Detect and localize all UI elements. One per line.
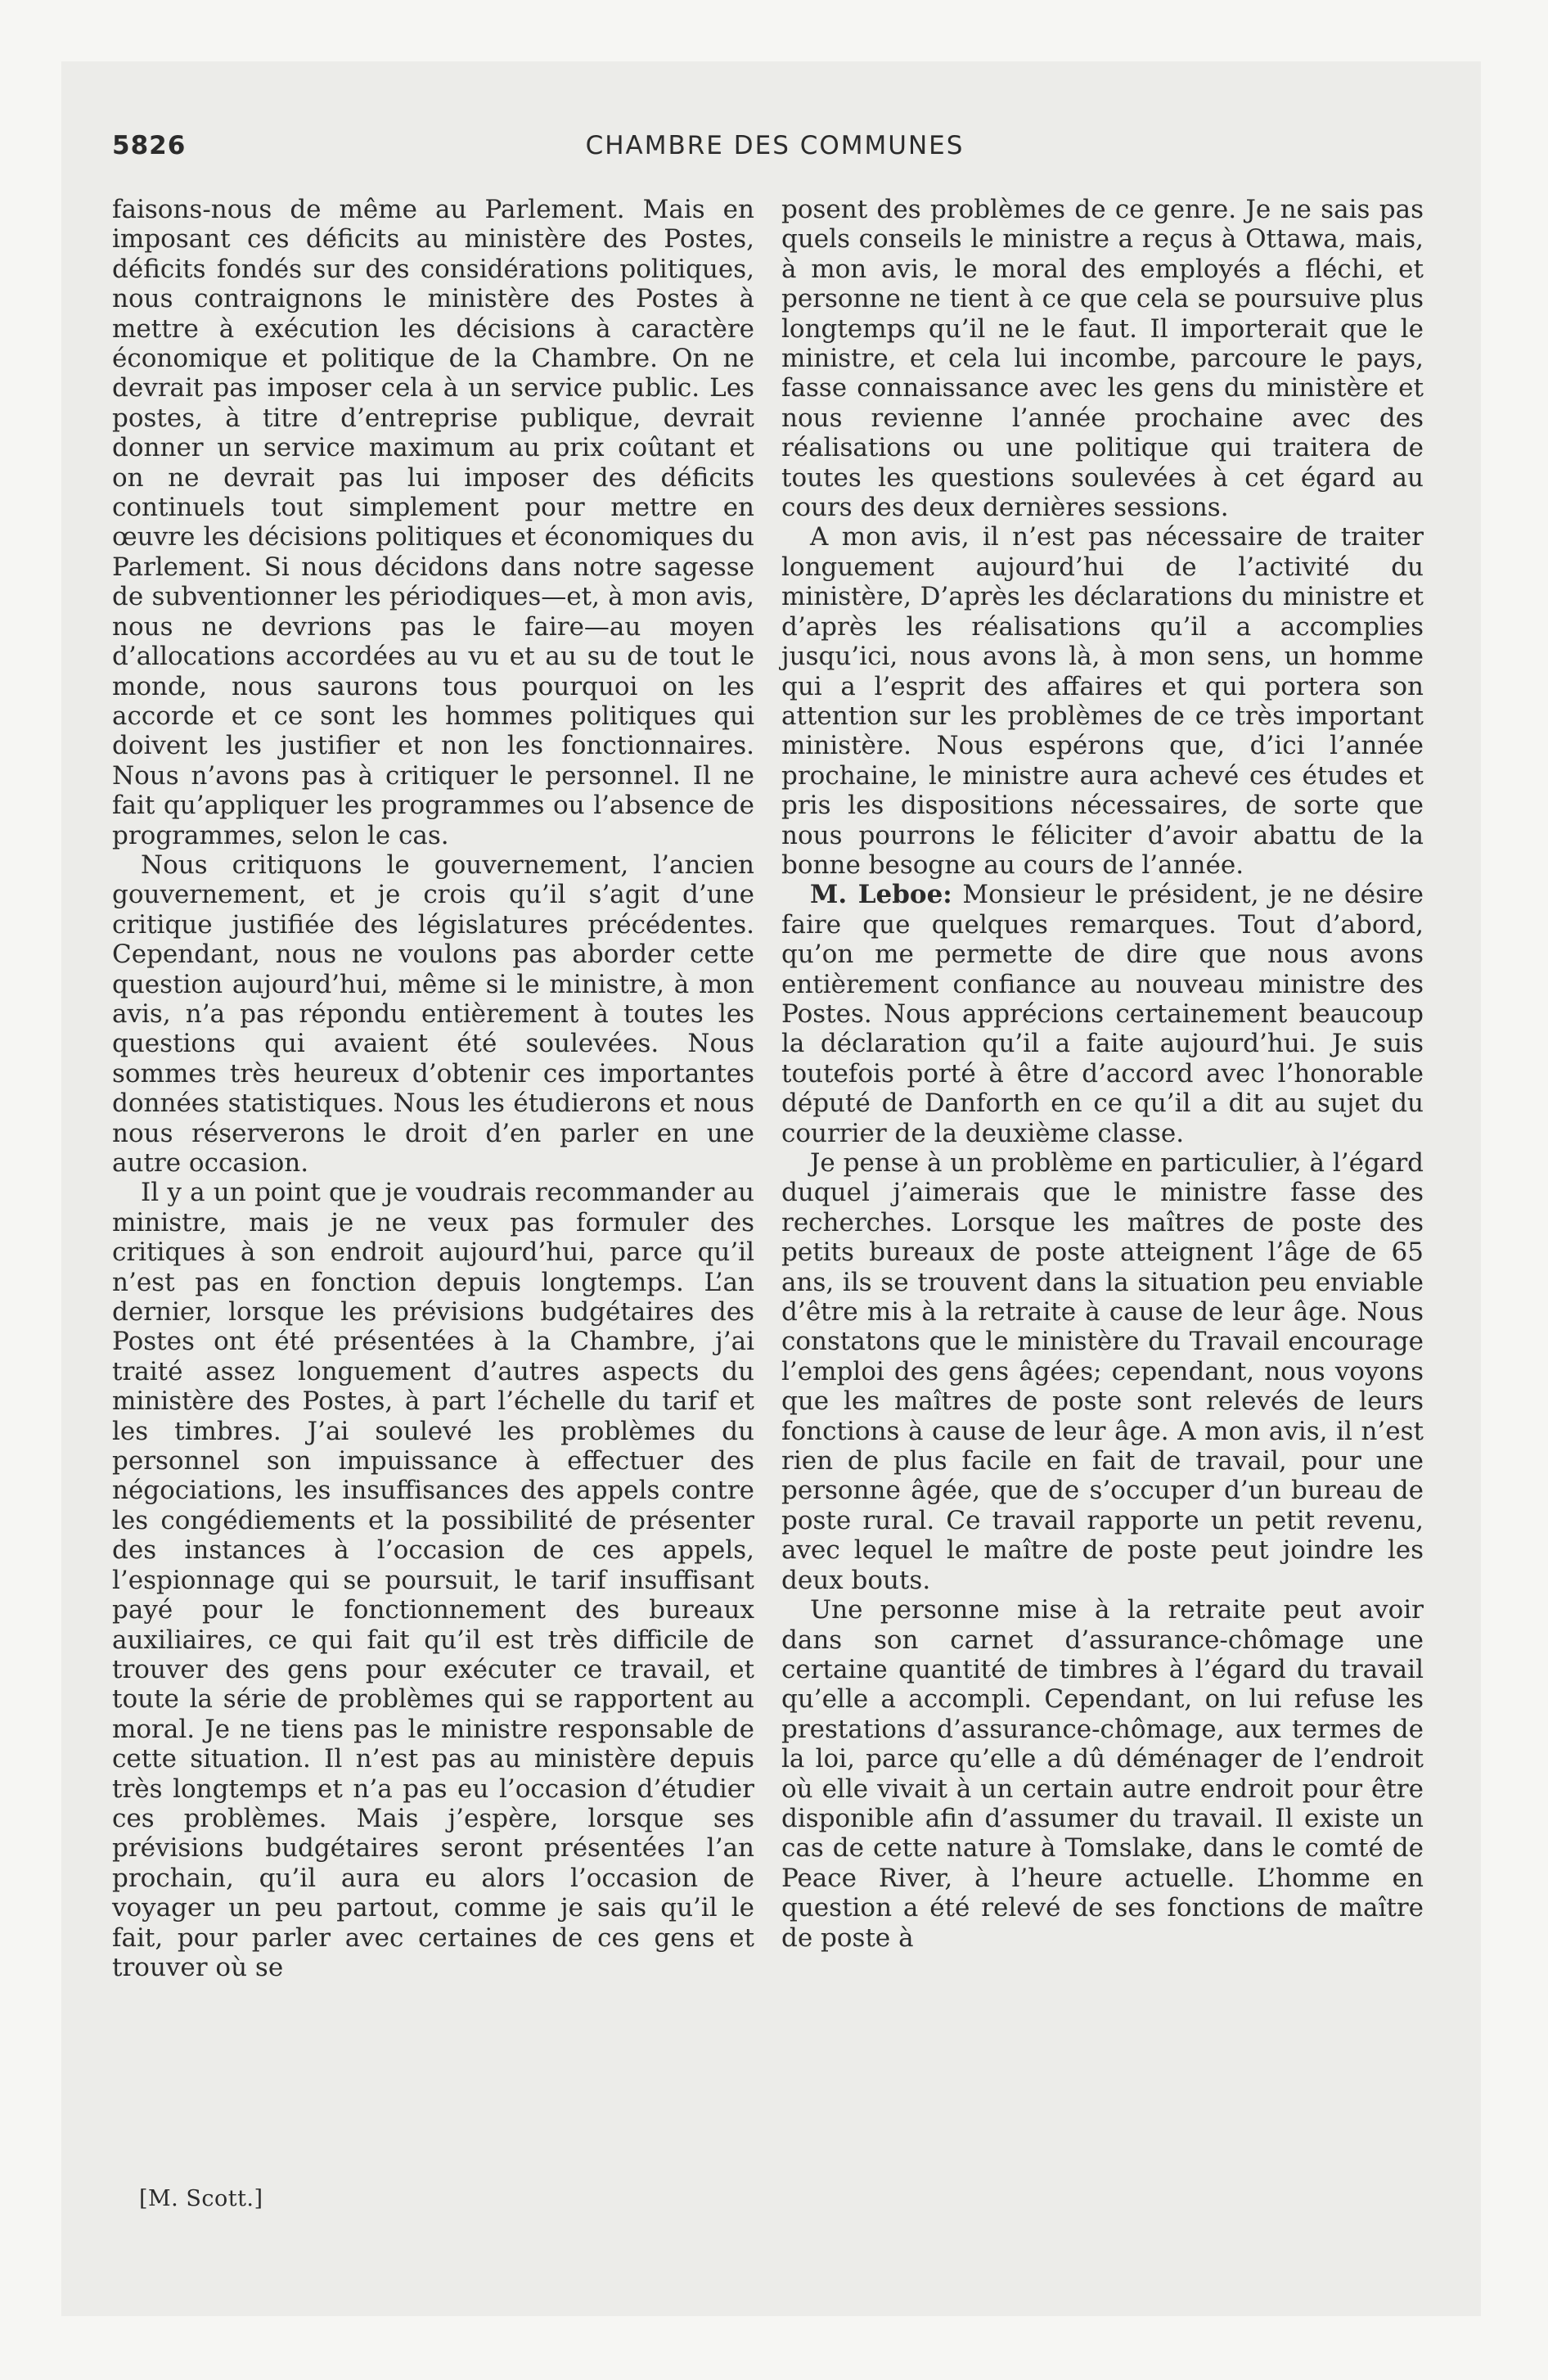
- page-number: 5826: [112, 131, 187, 160]
- running-head: CHAMBRE DES COMMUNES: [585, 131, 965, 160]
- right-column: [781, 195, 1424, 1953]
- page-header: [112, 131, 1438, 169]
- paragraph: Il y a un point que je voudrais recommander au ministre, mais je ne veux pas formuler des critiques à son endroit aujourd’hui, parce qu’il n’est pas en fonction depuis longtemps. L’an dernier, lorsque les prévisions budgétaires des Postes ont été présentées à la Chambre, j’ai traité assez longuement d’autres aspects du ministère des Postes, à part l’échelle du tarif et les timbres. J’ai soulevé les problèmes du personnel son impuissance à effectuer des négociations, les insuffisances des appels contre les congédiements et la possibilité de présenter des instances à l’occasion de ces appels, l’espionnage qui se poursuit, le tarif insuffisant payé pour le fonctionnement des bureaux auxiliaires, ce qui fait qu’il est très difficile de trouver des gens pour exécuter ce travail, et toute la série de problèmes qui se rapportent au moral. Je ne tiens pas le ministre responsable de cette situation. Il n’est pas au ministère depuis très longtemps et n’a pas eu l’occasion d’étudier ces problèmes. Mais j’espère, lorsque ses prévisions budgétaires seront présentées l’an prochain, qu’il aura eu alors l’occasion de voyager un peu partout, comme je sais qu’il le fait, pour parler avec certaines de ces gens et trouver où se: [112, 1178, 754, 1982]
- paragraph: posent des problèmes de ce genre. Je ne sais pas quels conseils le ministre a reçus à Ottawa, mais, à mon avis, le moral des employés a fléchi, et personne ne tient à ce que cela se poursuive plus longtemps qu’il ne le faut. Il importerait que le ministre, et cela lui incombe, parcoure le pays, fasse connaissance avec les gens du ministère et nous revienne l’année prochaine avec des réalisations ou une politique qui traitera de toutes les questions soulevées à cet égard au cours des deux dernières sessions.: [781, 195, 1424, 523]
- speech-paragraph: [781, 880, 1424, 1148]
- left-column: [112, 195, 754, 1982]
- paragraph: Une personne mise à la retraite peut avoir dans son carnet d’assurance-chômage une certaine quantité de timbres à l’égard du travail qu’elle a accompli. Cependant, on lui refuse les prestations d’assurance-chômage, aux termes de la loi, parce qu’elle a dû déménager de l’endroit où elle vivait à un certain autre endroit pour être disponible afin d’assumer du travail. Il existe un cas de cette nature à Tomslake, dans le comté de Peace River, à l’heure actuelle. L’homme en question a été relevé de ses fonctions de maître de poste à: [781, 1595, 1424, 1953]
- paragraph: Nous critiquons le gouvernement, l’ancien gouvernement, et je crois qu’il s’agit d’une critique justifiée des législatures précédentes. Cependant, nous ne voulons pas aborder cette question aujourd’hui, même si le ministre, à mon avis, n’a pas répondu entièrement à toutes les questions qui avaient été soulevées. Nous sommes très heureux d’obtenir ces importantes données statistiques. Nous les étudierons et nous nous réserverons le droit d’en parler en une autre occasion.: [112, 850, 754, 1178]
- paragraph: Je pense à un problème en particulier, à l’égard duquel j’aimerais que le ministre fasse des recherches. Lorsque les maîtres de poste des petits bureaux de poste atteignent l’âge de 65 ans, ils se trouvent dans la situation peu enviable d’être mis à la retraite à cause de leur âge. Nous constatons que le ministère du Travail encourage l’emploi des gens âgées; cependant, nous voyons que les maîtres de poste sont relevés de leurs fonctions à cause de leur âge. A mon avis, il n’est rien de plus facile en fait de travail, pour une personne âgée, que de s’occuper d’un bureau de poste rural. Ce travail rapporte un petit revenu, avec lequel le maître de poste peut joindre les deux bouts.: [781, 1148, 1424, 1595]
- speech-text: Monsieur le président, je ne désire faire que quelques remarques. Tout d’abord, qu’on me permette de dire que nous avons entièrement confiance au nouveau ministre des Postes. Nous apprécions certainement beaucoup la déclaration qu’il a faite aujourd’hui. Je suis toutefois porté à être d’accord avec l’honorable député de Danforth en ce qu’il a dit au sujet du courrier de la deuxième classe.: [781, 880, 1424, 1148]
- speaker-name: M. Leboe:: [810, 880, 952, 910]
- paragraph: faisons-nous de même au Parlement. Mais en imposant ces déficits au ministère des Postes, déficits fondés sur des considérations politiques, nous contraignons le ministère des Postes à mettre à exécution les décisions à caractère économique et politique de la Chambre. On ne devrait pas imposer cela à un service public. Les postes, à titre d’entreprise publique, devrait donner un service maximum au prix coûtant et on ne devrait pas lui imposer des déficits continuels tout simplement pour mettre en œuvre les décisions politiques et économiques du Parlement. Si nous décidons dans notre sagesse de subventionner les périodiques—et, à mon avis, nous ne devrions pas le faire—au moyen d’allocations accordées au vu et au su de tout le monde, nous saurons tous pourquoi on les accorde et ce sont les hommes politiques qui doivent les justifier et non les fonctionnaires. Nous n’avons pas à critiquer le personnel. Il ne fait qu’appliquer les programmes ou l’absence de programmes, selon le cas.: [112, 195, 754, 850]
- speaker-reference: [M. Scott.]: [139, 2186, 263, 2211]
- paragraph: A mon avis, il n’est pas nécessaire de traiter longuement aujourd’hui de l’activité du ministère, D’après les déclarations du ministre et d’après les réalisations qu’il a accomplies jusqu’ici, nous avons là, à mon sens, un homme qui a l’esprit des affaires et qui portera son attention sur les problèmes de ce très important ministère. Nous espérons que, d’ici l’année prochaine, le ministre aura achevé ces études et pris les dispositions nécessaires, de sorte que nous pourrons le féliciter d’avoir abattu de la bonne besogne au cours de l’année.: [781, 522, 1424, 880]
